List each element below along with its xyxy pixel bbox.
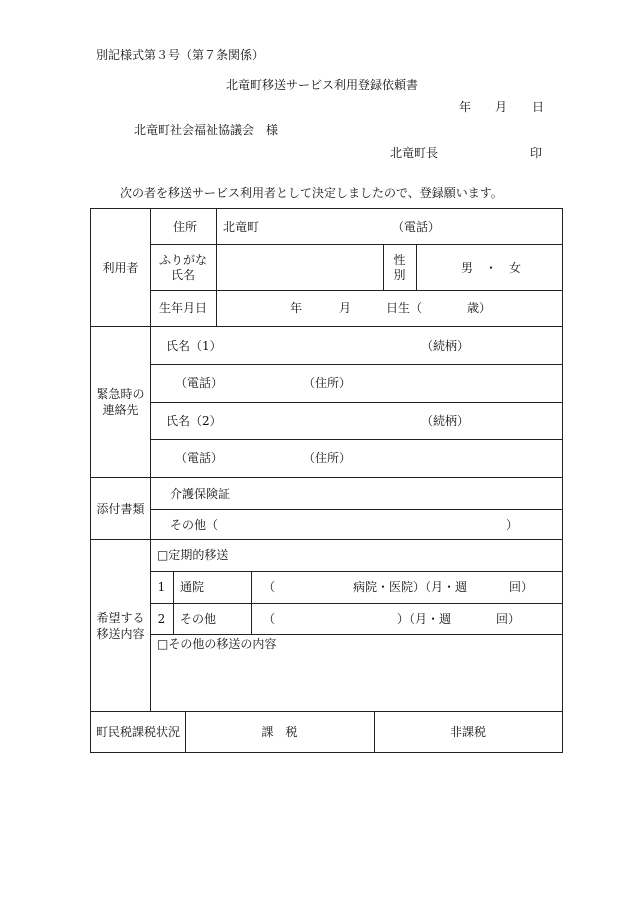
row2-count: 回） xyxy=(496,612,521,626)
regular-transport-checkbox: □定期的移送 xyxy=(157,548,229,562)
contact2-relation-label: （続柄） xyxy=(421,414,470,428)
contact1-phone-label: （電話） xyxy=(175,376,224,390)
other-transport-checkbox: □その他の移送の内容 xyxy=(157,637,277,651)
contact1-address-label: （住所） xyxy=(303,376,352,390)
tax-non-taxed-option: 非課税 xyxy=(449,725,486,739)
row2-number: 2 xyxy=(157,612,166,626)
attachments-label: 添付書類 xyxy=(96,502,145,516)
registration-form-table xyxy=(90,208,563,753)
birth-year-label: 年 xyxy=(290,301,303,315)
line-address-row xyxy=(150,244,562,245)
row2-type: その他 xyxy=(180,612,217,626)
line-transport-1 xyxy=(150,571,562,572)
sex-label-top: 性 xyxy=(393,253,406,267)
label-column-line xyxy=(150,209,151,711)
intro-text: 次の者を移送サービス利用者として決定しましたので、登録願います。 xyxy=(120,186,503,200)
attachment-other-open: その他（ xyxy=(170,518,219,532)
date-month-label: 月 xyxy=(495,100,508,114)
attachment-other-close: ） xyxy=(506,518,519,532)
contact2-phone-label: （電話） xyxy=(175,451,224,465)
row1-number: 1 xyxy=(157,580,166,594)
contact1-name-label: 氏名（1） xyxy=(166,339,222,353)
line-sex-right xyxy=(416,244,417,290)
row2-detail: ）（月・週 xyxy=(397,612,452,626)
age-label: 歳） xyxy=(467,301,492,315)
divider-user-section xyxy=(91,326,562,327)
address-label: 住所 xyxy=(173,220,198,234)
line-name-row xyxy=(150,290,562,291)
divider-attachments-section xyxy=(91,539,562,540)
line-transport-2 xyxy=(150,603,562,604)
transport-label-bottom: 移送内容 xyxy=(96,627,145,641)
line-transport-3 xyxy=(150,634,562,635)
row1-detail: 病院・医院）（月・週 xyxy=(353,580,468,594)
birth-label: 生年月日 xyxy=(158,301,207,315)
date-day-label: 日 xyxy=(532,100,545,114)
attachment-insurance-card: 介護保険証 xyxy=(170,487,231,501)
line-emergency-1 xyxy=(150,364,562,365)
furigana-label: ふりがな xyxy=(158,253,207,267)
tax-taxed-option: 課 税 xyxy=(261,725,298,739)
address-value: 北竜町 xyxy=(223,220,260,234)
line-transport-number-col xyxy=(173,571,174,634)
user-label: 利用者 xyxy=(102,261,139,275)
row2-open-paren: （ xyxy=(263,612,276,626)
sex-options: 男 ・ 女 xyxy=(461,261,522,275)
form-number: 別記様式第３号（第７条関係） xyxy=(96,48,265,62)
contact2-address-label: （住所） xyxy=(303,451,352,465)
line-emergency-3 xyxy=(150,439,562,440)
row1-count: 回） xyxy=(509,580,534,594)
row1-open-paren: （ xyxy=(263,580,276,594)
divider-emergency-section xyxy=(91,477,562,478)
sex-label-bottom: 別 xyxy=(393,268,406,282)
contact1-relation-label: （続柄） xyxy=(421,339,470,353)
name-label: 氏名 xyxy=(170,268,195,282)
document-title: 北竜町移送サービス利用登録依頼書 xyxy=(226,78,419,92)
emergency-label-bottom: 連絡先 xyxy=(102,403,139,417)
birth-month-label: 月 xyxy=(339,301,352,315)
sender: 北竜町長 xyxy=(390,146,439,160)
user-phone-label: （電話） xyxy=(392,220,441,234)
addressee: 北竜町社会福祉協議会 様 xyxy=(134,123,279,137)
tax-status-label: 町民税課税状況 xyxy=(95,725,180,739)
line-attachments xyxy=(150,509,562,510)
contact2-name-label: 氏名（2） xyxy=(166,414,222,428)
line-emergency-2 xyxy=(150,402,562,403)
date-year-label: 年 xyxy=(459,100,472,114)
emergency-label-top: 緊急時の xyxy=(96,387,145,401)
line-sex-left xyxy=(383,244,384,290)
line-transport-type-col xyxy=(251,571,252,634)
birth-day-label: 日生（ xyxy=(386,301,423,315)
seal-mark: 印 xyxy=(530,146,543,160)
row1-type: 通院 xyxy=(180,580,205,594)
line-user-subcolumn xyxy=(216,209,217,326)
divider-transport-section xyxy=(91,711,562,712)
transport-label-top: 希望する xyxy=(96,611,145,625)
